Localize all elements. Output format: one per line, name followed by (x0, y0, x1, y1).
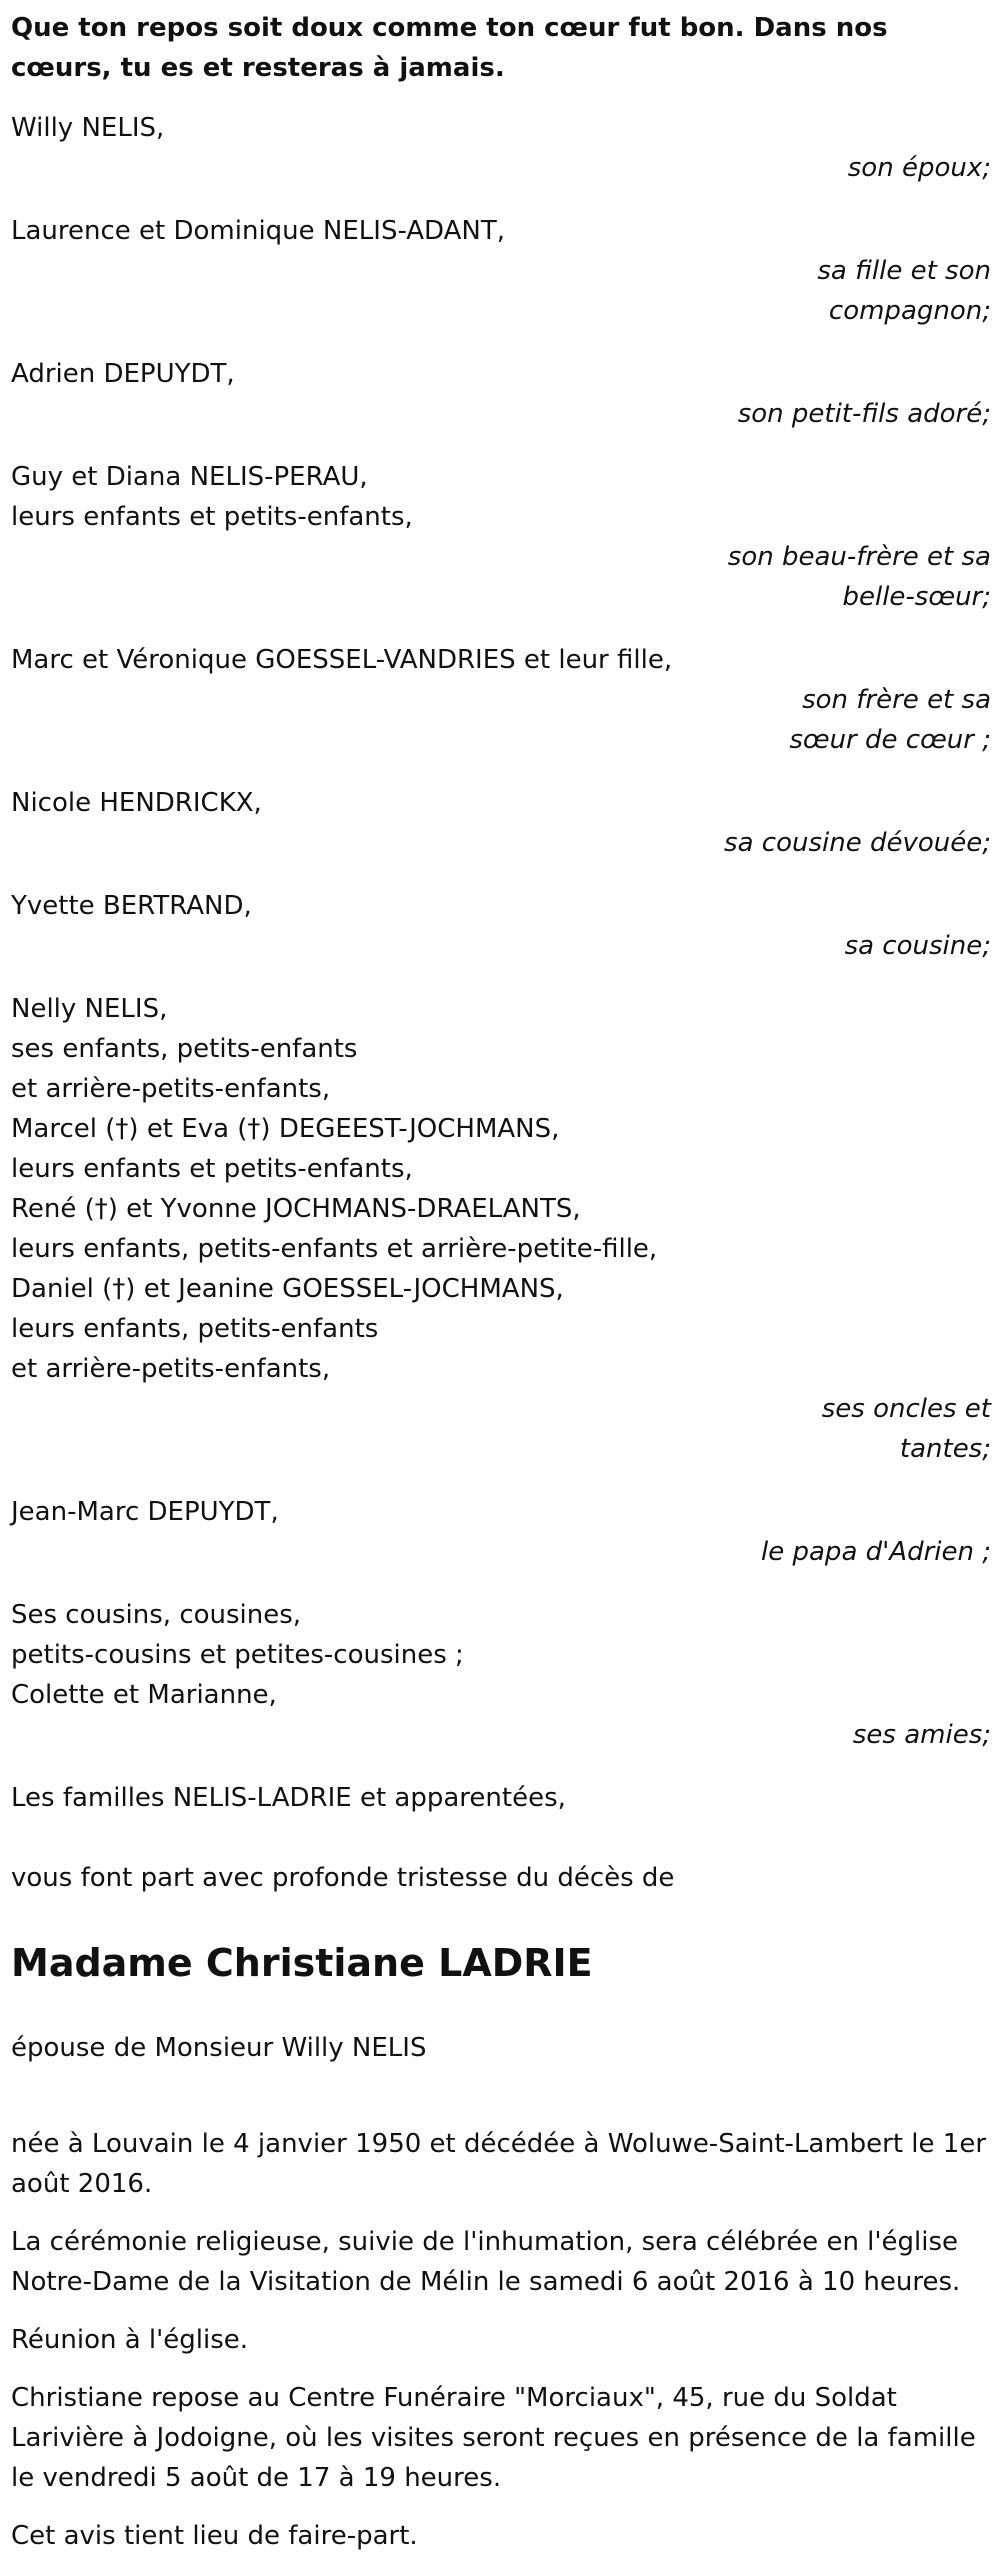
family-entry-role: sa cousine dévouée; (724, 828, 991, 858)
family-entry-name: Laurence et Dominique NELIS-ADANT, (11, 216, 505, 246)
family-entry (11, 457, 991, 617)
family-entry-role: sa fille et son compagnon; (817, 256, 991, 326)
family-entry-role: son frère et sa sœur de cœur ; (789, 685, 991, 755)
family-entry (11, 640, 991, 760)
family-entry-name: Adrien DEPUYDT, (11, 359, 235, 389)
family-entry (11, 108, 991, 188)
family-entry-name: Willy NELIS, (11, 113, 165, 143)
family-entry-name: Guy et Diana NELIS-PERAU, leurs enfants et petits-enfants, (11, 462, 413, 532)
visitation-info: Christiane repose au Centre Funéraire "Morciaux", 45, rue du Soldat Larivière à Jodoigne, où les visites seront reçues en présence de la famille le vendredi 5 août de 17 à 19 heures. (11, 2383, 976, 2493)
birth-death-info: née à Louvain le 4 janvier 1950 et décédée à Woluwe-Saint-Lambert le 1er août 2016. (11, 2129, 987, 2199)
family-entry-role: sa cousine; (844, 931, 991, 961)
family-entry-name: Ses cousins, cousines, petits-cousins et petites-cousines ; Colette et Marianne, (11, 1600, 464, 1710)
family-entry-role: son petit-fils adoré; (737, 399, 991, 429)
obituary-document (11, 0, 991, 2574)
family-list (11, 108, 991, 1818)
family-entry (11, 989, 991, 1469)
family-entry (11, 886, 991, 966)
notice-info: Cet avis tient lieu de faire-part. (11, 2521, 418, 2551)
family-entry-role: son beau-frère et sa belle-sœur; (727, 542, 991, 612)
meeting-info: Réunion à l'église. (11, 2325, 249, 2355)
family-entry-name: Nelly NELIS, ses enfants, petits-enfants et arrière-petits-enfants, Marcel (†) et Eva (†) DEGEEST-JOCHMANS, leurs enfants et petits-enfants, René (†) et Yvonne JOCHMANS-DRAELANTS, leurs enfants, petits-enfants et arrière-petite-fille, Daniel (†) et Jeanine GOESSEL-JOCHMANS, leurs enfants, petits-enfants et arrière-petits-enfants, (11, 994, 658, 1384)
family-entry (11, 1595, 991, 1755)
family-entry-role: ses oncles et tantes; (821, 1394, 991, 1464)
deceased-name: Madame Christiane LADRIE (11, 1941, 593, 1985)
family-entry-name: Les familles NELIS-LADRIE et apparentées, (11, 1783, 566, 1813)
family-entry (11, 1492, 991, 1572)
ceremony-info: La cérémonie religieuse, suivie de l'inhumation, sera célébrée en l'église Notre-Dame de la Visitation de Mélin le samedi 6 août 2016 à 10 heures. (11, 2227, 961, 2297)
family-entry (11, 354, 991, 434)
family-entry-role: le papa d'Adrien ; (761, 1537, 991, 1567)
family-entry-name: Marc et Véronique GOESSEL-VANDRIES et leur fille, (11, 645, 673, 675)
family-entry (11, 211, 991, 331)
announcement-text: vous font part avec profonde tristesse du décès de (11, 1863, 675, 1893)
family-entry-role: ses amies; (852, 1720, 991, 1750)
funeral-details (11, 2124, 991, 2556)
spouse-line: épouse de Monsieur Willy NELIS (11, 2033, 427, 2063)
family-entry-name: Nicole HENDRICKX, (11, 788, 262, 818)
family-entry-name: Yvette BERTRAND, (11, 891, 252, 921)
family-entry (11, 783, 991, 863)
family-entry-name: Jean-Marc DEPUYDT, (11, 1497, 279, 1527)
family-entry-role: son époux; (847, 153, 991, 183)
family-entry (11, 1778, 991, 1818)
intro-quote: Que ton repos soit doux comme ton cœur fut bon. Dans nos cœurs, tu es et resteras à jamais. (11, 13, 888, 83)
